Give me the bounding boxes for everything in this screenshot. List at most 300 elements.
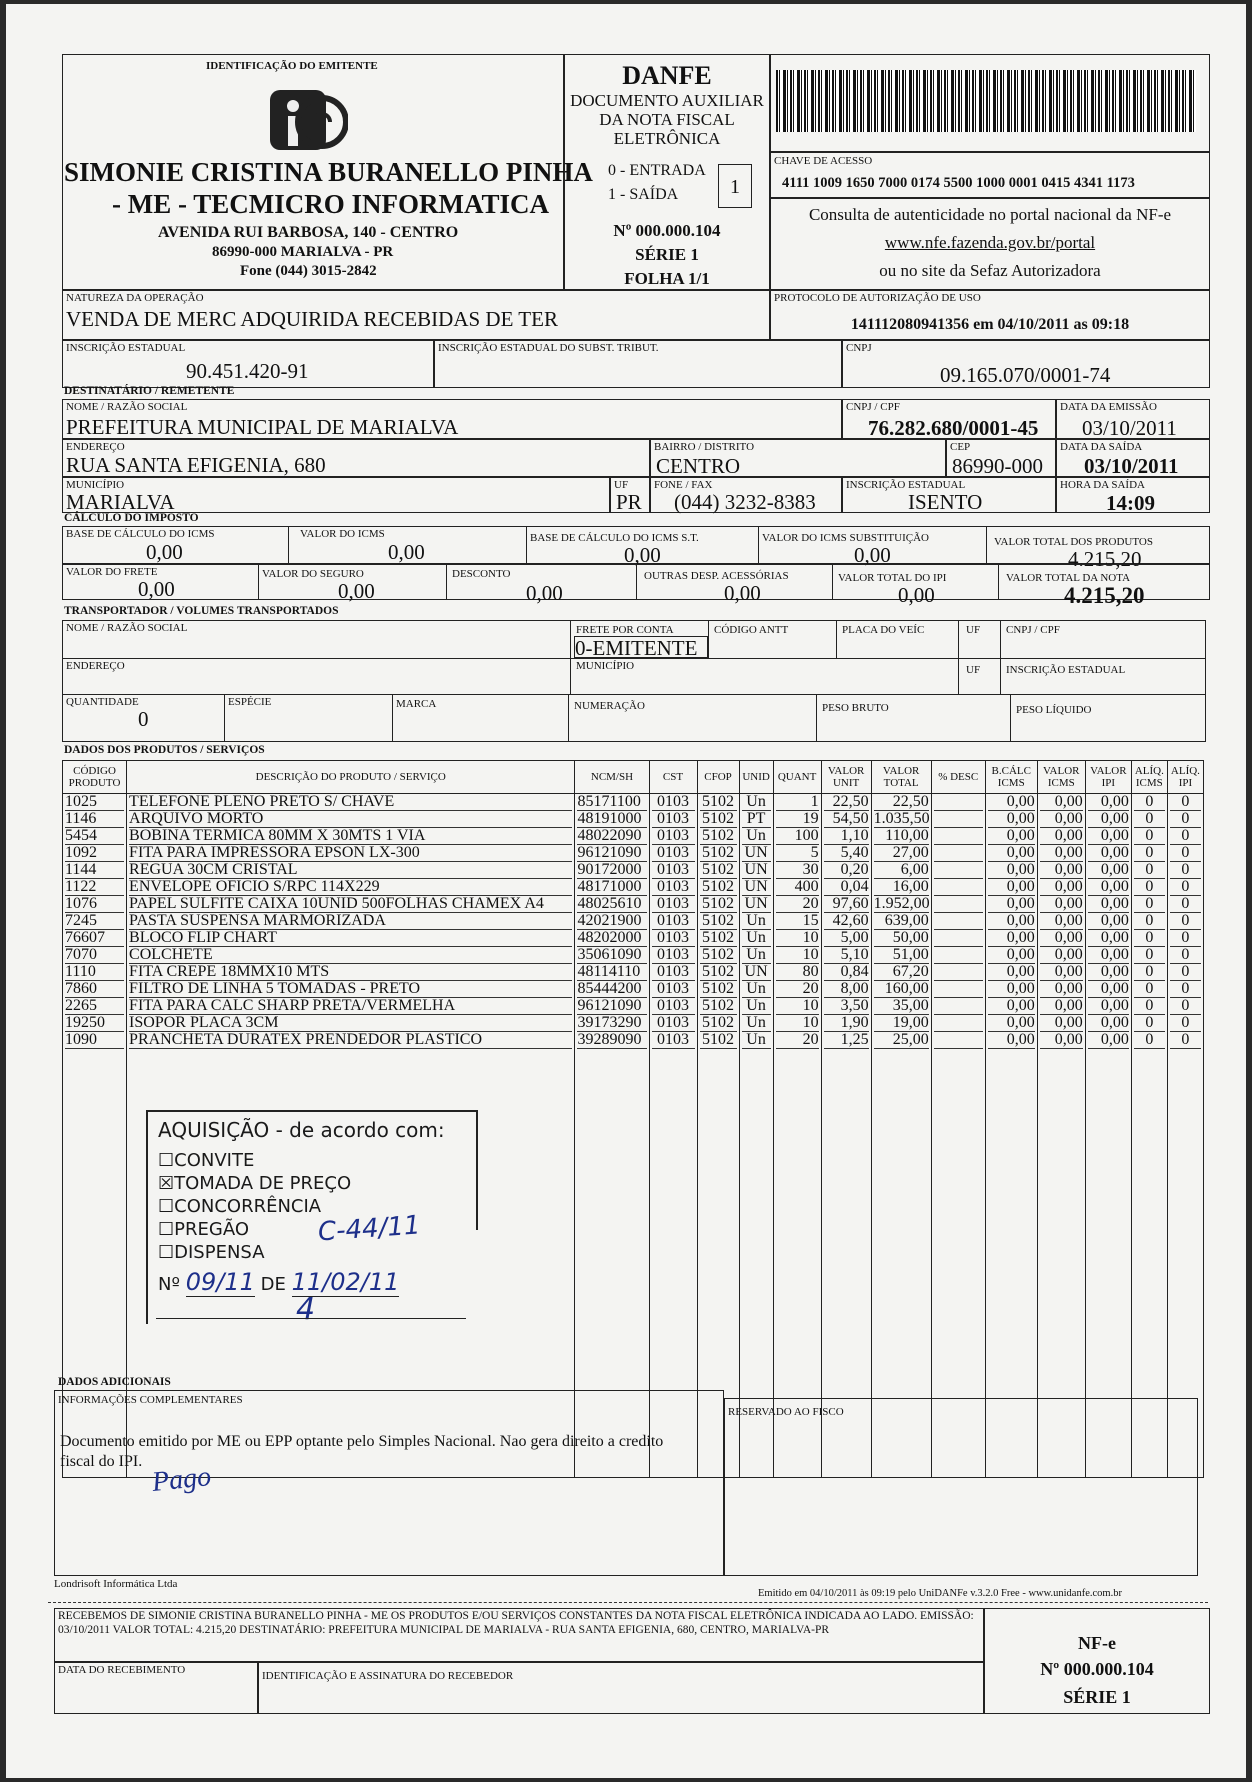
- product-cell: [1085, 845, 1131, 862]
- emissao-value: 03/10/2011: [1082, 416, 1177, 440]
- product-cell-value: Un: [742, 930, 771, 947]
- product-cell: [649, 964, 697, 981]
- product-cell: [821, 1015, 871, 1032]
- product-cell-value: UN: [742, 862, 771, 879]
- product-cell-value: 0: [1134, 862, 1165, 879]
- product-cell: [739, 811, 773, 828]
- product-cell: [1037, 879, 1085, 896]
- transportador-section: TRANSPORTADOR / VOLUMES TRANSPORTADOS: [64, 605, 339, 617]
- product-cell: [739, 828, 773, 845]
- product-cell-value: REGUA 30CM CRISTAL: [129, 862, 572, 879]
- product-cell: [575, 947, 649, 964]
- product-cell-value: 0,00: [1088, 930, 1129, 947]
- product-cell-value: 5,00: [824, 930, 869, 947]
- product-cell: [1167, 845, 1203, 862]
- product-cell-value: 25,00: [874, 1032, 929, 1049]
- product-cell: [1131, 1015, 1167, 1032]
- product-row: [63, 947, 1204, 964]
- product-cell-value: 0,00: [1088, 896, 1129, 913]
- products-header-cell: VALOR ICMS: [1037, 761, 1085, 794]
- product-cell: [773, 913, 821, 930]
- product-cell-value: 1,10: [824, 828, 869, 845]
- product-cell: [1037, 998, 1085, 1015]
- product-cell-value: BLOCO FLIP CHART: [129, 930, 572, 947]
- checkbox-icon: ☐: [158, 1219, 175, 1240]
- product-cell-value: 1,90: [824, 1015, 869, 1032]
- product-cell: [871, 1032, 931, 1049]
- product-cell: [821, 862, 871, 879]
- product-cell-value: 5102: [700, 964, 737, 981]
- product-cell: [739, 879, 773, 896]
- cep-label: CEP: [950, 441, 971, 453]
- product-cell: [985, 828, 1037, 845]
- product-cell: [985, 845, 1037, 862]
- product-cell: [773, 862, 821, 879]
- product-cell: [649, 1032, 697, 1049]
- stamp-opt-tomada: TOMADA DE PREÇO: [174, 1173, 352, 1194]
- product-cell-value: 639,00: [874, 913, 929, 930]
- product-cell: [871, 947, 931, 964]
- product-cell: [931, 862, 985, 879]
- products-header-cell: CFOP: [697, 761, 739, 794]
- product-cell-value: 0,00: [988, 845, 1035, 862]
- product-cell: [649, 879, 697, 896]
- v-icms-value: 0,00: [388, 540, 425, 564]
- product-cell: [1037, 862, 1085, 879]
- product-cell-value: Un: [742, 1015, 771, 1032]
- dest-endereco-value: RUA SANTA EFIGENIA, 680: [66, 453, 326, 477]
- product-cell: [931, 998, 985, 1015]
- fone-label: FONE / FAX: [654, 479, 713, 491]
- product-cell-value: 0: [1134, 794, 1165, 811]
- product-cell-value: PAPEL SULFITE CAIXA 10UNID 500FOLHAS CHAMEX A4: [129, 896, 572, 913]
- product-cell: [821, 811, 871, 828]
- hora-label: HORA DA SAÍDA: [1060, 479, 1145, 491]
- product-cell: [985, 930, 1037, 947]
- emitente-label: IDENTIFICAÇÃO DO EMITENTE: [206, 60, 378, 72]
- product-cell-value: 0,00: [1040, 845, 1083, 862]
- product-cell: [821, 879, 871, 896]
- product-cell: [63, 964, 127, 981]
- product-cell: [127, 998, 575, 1015]
- uf-label: UF: [614, 479, 629, 491]
- product-cell: [575, 862, 649, 879]
- product-cell: [697, 947, 739, 964]
- products-header-cell: B.CÁLC ICMS: [985, 761, 1037, 794]
- product-cell-value: 0,00: [1088, 794, 1129, 811]
- product-cell-value: 1: [776, 794, 819, 811]
- product-cell: [63, 862, 127, 879]
- product-cell: [1085, 811, 1131, 828]
- product-cell-value: 0: [1170, 828, 1201, 845]
- product-cell: [1167, 828, 1203, 845]
- product-cell-value: 0,00: [988, 896, 1035, 913]
- stamp-no-label: Nº: [158, 1274, 180, 1295]
- product-cell-value: 42,60: [824, 913, 869, 930]
- product-cell: [697, 794, 739, 812]
- product-cell-value: 5454: [65, 828, 124, 845]
- product-cell: [697, 828, 739, 845]
- canhoto-nfe: NF-e: [1078, 1633, 1116, 1653]
- product-cell: [63, 930, 127, 947]
- frete-label: VALOR DO FRETE: [66, 566, 158, 578]
- product-cell: [739, 998, 773, 1015]
- info-label: INFORMAÇÕES COMPLEMENTARES: [58, 1394, 243, 1406]
- product-cell-value: 76607: [65, 930, 124, 947]
- product-cell-value: 51,00: [874, 947, 929, 964]
- danfe-sheet: [6, 4, 1246, 1778]
- product-cell-value: 39173290: [577, 1015, 646, 1032]
- dest-nome-label: NOME / RAZÃO SOCIAL: [66, 401, 188, 413]
- product-cell: [1037, 1015, 1085, 1032]
- product-cell: [773, 947, 821, 964]
- product-cell: [739, 964, 773, 981]
- product-cell-value: 0,00: [1088, 913, 1129, 930]
- product-cell-value: 97,60: [824, 896, 869, 913]
- product-cell: [697, 896, 739, 913]
- product-cell-value: 80: [776, 964, 819, 981]
- product-cell: [127, 981, 575, 998]
- product-cell-value: 0: [1134, 947, 1165, 964]
- product-cell: [1037, 1032, 1085, 1049]
- nf-folha: FOLHA 1/1: [624, 269, 710, 288]
- product-cell: [985, 964, 1037, 981]
- products-header-cell: VALOR TOTAL: [871, 761, 931, 794]
- stamp-opt-convite: CONVITE: [174, 1150, 255, 1171]
- product-cell-value: 0: [1170, 930, 1201, 947]
- assinatura-label: IDENTIFICAÇÃO E ASSINATURA DO RECEBEDOR: [262, 1670, 514, 1682]
- product-cell-value: 0,00: [1040, 1032, 1083, 1049]
- product-cell: [931, 811, 985, 828]
- dest-ie-label: INSCRIÇÃO ESTADUAL: [846, 479, 966, 491]
- product-cell: [1085, 794, 1131, 812]
- product-cell: [127, 1015, 575, 1032]
- product-cell-value: 0103: [652, 794, 695, 811]
- stamp-no-value: 09/11: [185, 1268, 255, 1296]
- v-icms-label: VALOR DO ICMS: [300, 528, 385, 540]
- info-text: Documento emitido por ME ou EPP optante pelo Simples Nacional. Nao gera direito a credito fiscal do IPI.: [60, 1433, 664, 1470]
- product-cell-value: 5102: [700, 930, 737, 947]
- company-name-2: - ME - TECMICRO INFORMATICA: [112, 189, 549, 219]
- product-cell: [985, 1015, 1037, 1032]
- product-cell-value: 0,84: [824, 964, 869, 981]
- product-cell-value: 1,25: [824, 1032, 869, 1049]
- product-cell-value: 1076: [65, 896, 124, 913]
- consulta-url: www.nfe.fazenda.gov.br/portal: [884, 233, 1096, 252]
- canhoto-text: RECEBEMOS DE SIMONIE CRISTINA BURANELLO PINHA - ME OS PRODUTOS E/OU SERVIÇOS CONSTANTES DA NOTA FISCAL ELETRÔNICA INDICADA AO LADO. EMISSÃO: 03/10/2011 VALOR TOTAL: 4.215,20 DESTINATÁRIO: PREFEITURA MUNICIPAL DE MARIALVA - RUA SANTA EFIGENIA, 680, CENTRO, MARIALVA-PR: [58, 1610, 974, 1636]
- product-cell-value: 85171100: [577, 794, 646, 811]
- product-row: [63, 811, 1204, 828]
- fone-value: (044) 3232-8383: [674, 490, 816, 514]
- product-cell-value: 0,00: [1040, 862, 1083, 879]
- product-cell-value: 0: [1134, 964, 1165, 981]
- product-cell: [697, 879, 739, 896]
- desconto-label: DESCONTO: [452, 568, 511, 580]
- ie-st-label: INSCRIÇÃO ESTADUAL DO SUBST. TRIBUT.: [438, 342, 659, 354]
- cut-line: [48, 1602, 1208, 1603]
- product-cell-value: 5102: [700, 998, 737, 1015]
- product-cell-value: 5102: [700, 981, 737, 998]
- transp-numeracao-label: NUMERAÇÃO: [574, 700, 645, 712]
- product-cell: [1167, 964, 1203, 981]
- product-cell: [985, 913, 1037, 930]
- product-cell: [649, 862, 697, 879]
- product-cell-value: 3,50: [824, 998, 869, 1015]
- product-cell-value: 5102: [700, 913, 737, 930]
- software-credit: Londrisoft Informática Ltda: [54, 1578, 178, 1590]
- product-cell-value: 1.035,50: [873, 811, 930, 827]
- product-cell: [985, 879, 1037, 896]
- product-cell-value: 0: [1170, 862, 1201, 879]
- product-cell: [1085, 930, 1131, 947]
- product-cell: [739, 1015, 773, 1032]
- product-cell-value: 0,00: [1088, 964, 1129, 981]
- product-cell-value: 42021900: [577, 913, 646, 930]
- product-cell-value: 0103: [652, 930, 695, 947]
- product-cell: [1085, 896, 1131, 913]
- product-cell: [871, 828, 931, 845]
- product-cell: [63, 998, 127, 1015]
- nota-label: VALOR TOTAL DA NOTA: [1006, 572, 1131, 584]
- product-cell-value: 67,20: [874, 964, 929, 981]
- product-cell: [773, 930, 821, 947]
- product-cell-value: 0: [1170, 879, 1201, 896]
- product-cell: [1167, 930, 1203, 947]
- product-cell: [931, 964, 985, 981]
- product-cell: [985, 896, 1037, 913]
- product-cell-value: 0,00: [988, 913, 1035, 930]
- products-header-cell: QUANT: [773, 761, 821, 794]
- company-city: 86990-000 MARIALVA - PR: [212, 244, 394, 260]
- product-cell-value: UN: [742, 879, 771, 896]
- product-cell: [1037, 845, 1085, 862]
- product-cell: [127, 811, 575, 828]
- product-cell-value: FITA PARA IMPRESSORA EPSON LX-300: [129, 845, 572, 862]
- product-cell: [931, 828, 985, 845]
- product-cell: [871, 998, 931, 1015]
- product-cell: [575, 828, 649, 845]
- product-cell: [871, 879, 931, 896]
- product-cell: [773, 811, 821, 828]
- product-cell-value: 0: [1170, 794, 1201, 811]
- product-cell: [575, 1032, 649, 1049]
- product-cell: [739, 845, 773, 862]
- product-cell: [649, 845, 697, 862]
- products-header-row: [63, 761, 1204, 794]
- canhoto-numero: Nº 000.000.104: [1040, 1659, 1154, 1679]
- product-cell-value: ISOPOR PLACA 3CM: [129, 1015, 572, 1032]
- product-cell: [127, 913, 575, 930]
- product-cell-value: 1.952,00: [873, 896, 930, 912]
- product-cell-value: 15: [776, 913, 819, 930]
- product-cell: [871, 964, 931, 981]
- product-cell-value: 54,50: [824, 811, 869, 828]
- product-cell-value: 1092: [65, 845, 124, 862]
- transp-qtd-label: QUANTIDADE: [66, 696, 139, 708]
- product-cell-value: 1110: [65, 964, 124, 981]
- products-header-cell: VALOR IPI: [1085, 761, 1131, 794]
- product-cell-value: 10: [776, 947, 819, 964]
- product-cell-value: 0,00: [1040, 998, 1083, 1015]
- product-cell: [985, 947, 1037, 964]
- product-row: [63, 998, 1204, 1015]
- product-cell-value: Un: [742, 998, 771, 1015]
- product-row: [63, 845, 1204, 862]
- product-cell-value: 0: [1170, 1015, 1201, 1032]
- stamp-de-label: DE: [260, 1274, 286, 1295]
- product-cell: [127, 896, 575, 913]
- product-cell: [1085, 947, 1131, 964]
- product-cell: [931, 845, 985, 862]
- company-address: AVENIDA RUI BARBOSA, 140 - CENTRO: [158, 224, 459, 241]
- product-cell: [63, 947, 127, 964]
- product-cell-value: 96121090: [577, 998, 646, 1015]
- product-cell-value: 0,00: [988, 879, 1035, 896]
- product-cell-value: Un: [742, 828, 771, 845]
- product-cell: [63, 794, 127, 812]
- canhoto-serie: SÉRIE 1: [1063, 1687, 1131, 1707]
- product-cell-value: 0103: [652, 1015, 695, 1032]
- municipio-label: MUNICÍPIO: [66, 479, 125, 491]
- danfe-sub-2: DA NOTA FISCAL: [599, 110, 735, 129]
- product-cell-value: 2265: [65, 998, 124, 1015]
- dest-endereco-label: ENDEREÇO: [66, 441, 125, 453]
- product-cell-value: 20: [776, 896, 819, 913]
- product-cell-value: 6,00: [874, 862, 929, 879]
- product-cell-value: 0103: [652, 947, 695, 964]
- cnpj-label: CNPJ: [846, 342, 872, 354]
- product-cell-value: 19,00: [874, 1015, 929, 1032]
- product-cell: [697, 1032, 739, 1049]
- product-cell-value: 1144: [65, 862, 124, 879]
- transp-bruto-label: PESO BRUTO: [822, 702, 889, 714]
- product-cell: [575, 794, 649, 812]
- product-cell-value: 8,00: [824, 981, 869, 998]
- product-cell: [575, 896, 649, 913]
- product-cell: [773, 828, 821, 845]
- checkbox-icon: ☐: [158, 1242, 175, 1263]
- produtos-section: DADOS DOS PRODUTOS / SERVIÇOS: [64, 744, 265, 756]
- product-cell: [931, 981, 985, 998]
- transp-endereco-label: ENDEREÇO: [66, 660, 125, 672]
- transp-frete-label: FRETE POR CONTA: [576, 624, 674, 636]
- product-cell: [871, 845, 931, 862]
- product-cell-value: 7070: [65, 947, 124, 964]
- product-cell: [931, 1032, 985, 1049]
- product-cell-value: 0: [1170, 845, 1201, 862]
- product-cell-value: Un: [742, 981, 771, 998]
- product-cell: [821, 998, 871, 1015]
- product-cell-value: 5102: [700, 1032, 737, 1049]
- product-cell-value: 0103: [652, 998, 695, 1015]
- product-cell-value: Un: [742, 913, 771, 930]
- consulta-text: Consulta de autenticidade no portal nacional da NF-e: [808, 205, 1172, 224]
- product-cell-value: 0,00: [988, 998, 1035, 1015]
- product-cell-value: 50,00: [874, 930, 929, 947]
- product-cell: [1085, 964, 1131, 981]
- stamp-title: AQUISIÇÃO - de acordo com:: [158, 1118, 445, 1142]
- product-cell-value: 1146: [65, 811, 124, 828]
- product-cell: [697, 913, 739, 930]
- product-cell-value: 10: [776, 1015, 819, 1032]
- product-cell: [1037, 947, 1085, 964]
- product-cell-value: 0103: [652, 1032, 695, 1049]
- stamp-handwritten-num: 4: [296, 1292, 316, 1327]
- product-cell-value: 0: [1170, 947, 1201, 964]
- product-cell: [871, 913, 931, 930]
- product-cell: [773, 998, 821, 1015]
- product-cell-value: 0: [1134, 879, 1165, 896]
- product-cell: [1037, 811, 1085, 828]
- product-cell: [821, 845, 871, 862]
- product-cell: [127, 845, 575, 862]
- protocolo-value: 141112080941356 em 04/10/2011 as 09:18: [850, 316, 1130, 333]
- product-cell: [127, 862, 575, 879]
- product-cell-value: 85444200: [577, 981, 646, 998]
- product-cell: [1085, 862, 1131, 879]
- product-cell: [575, 811, 649, 828]
- product-cell-value: 48191000: [577, 811, 646, 828]
- product-cell-value: 0: [1170, 1032, 1201, 1049]
- product-cell-value: 5102: [700, 862, 737, 879]
- product-cell-value: 0: [1134, 1015, 1165, 1032]
- products-header-cell: % DESC: [931, 761, 985, 794]
- product-cell: [871, 1015, 931, 1032]
- product-cell: [821, 794, 871, 812]
- product-cell: [1131, 913, 1167, 930]
- product-cell: [739, 913, 773, 930]
- product-cell: [871, 811, 931, 828]
- product-cell: [697, 998, 739, 1015]
- checkbox-icon: ☐: [158, 1196, 175, 1217]
- product-cell: [575, 998, 649, 1015]
- product-cell: [773, 964, 821, 981]
- fisco-label: RESERVADO AO FISCO: [728, 1406, 844, 1418]
- company-name-1: SIMONIE CRISTINA BURANELLO PINHA: [64, 157, 593, 187]
- product-cell: [821, 930, 871, 947]
- product-cell-value: 5102: [700, 811, 737, 828]
- product-cell: [575, 879, 649, 896]
- company-logo: [268, 88, 348, 156]
- transp-marca-label: MARCA: [396, 698, 437, 710]
- product-cell: [697, 811, 739, 828]
- outras-value: 0,00: [724, 581, 761, 605]
- product-row: [63, 913, 1204, 930]
- product-cell-value: 1122: [65, 879, 124, 896]
- danfe-title: DANFE: [622, 61, 712, 90]
- nota-value: 4.215,20: [1064, 583, 1145, 608]
- product-cell-value: 0,04: [824, 879, 869, 896]
- product-cell: [1131, 862, 1167, 879]
- product-cell-value: TELEFONE PLENO PRETO S/ CHAVE: [129, 794, 572, 811]
- product-cell-value: 0,00: [1088, 1015, 1129, 1032]
- product-cell: [739, 896, 773, 913]
- product-cell-value: 0: [1170, 811, 1201, 828]
- products-header-cell: CST: [649, 761, 697, 794]
- product-cell-value: 20: [776, 981, 819, 998]
- product-cell: [1085, 828, 1131, 845]
- product-cell-value: PASTA SUSPENSA MARMORIZADA: [129, 913, 572, 930]
- product-cell-value: 19: [776, 811, 819, 828]
- product-cell-value: 1090: [65, 1032, 124, 1049]
- transp-liquido-label: PESO LÍQUIDO: [1016, 704, 1092, 716]
- product-cell-value: 0: [1134, 981, 1165, 998]
- product-cell-value: 160,00: [874, 981, 929, 998]
- cnpj-value: 09.165.070/0001-74: [940, 363, 1111, 387]
- product-cell: [1131, 964, 1167, 981]
- transp-uf2-label: UF: [966, 664, 981, 676]
- ie-value: 90.451.420-91: [186, 359, 309, 383]
